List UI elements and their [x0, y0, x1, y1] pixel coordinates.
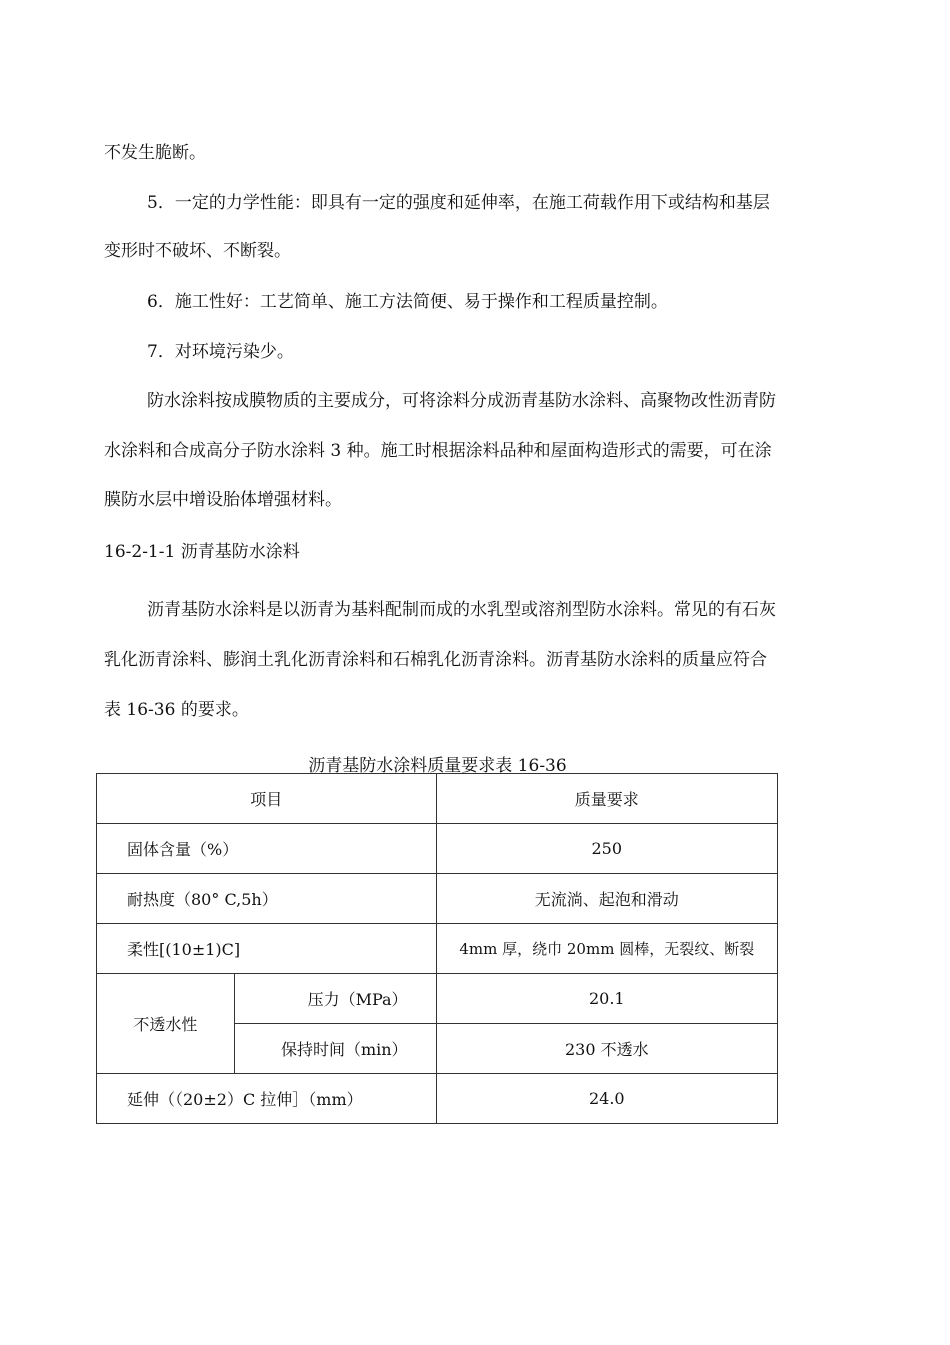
paragraph-line: 表 16-36 的要求。 — [104, 700, 249, 720]
sub-label-cell: 压力（MPa） — [234, 974, 436, 1024]
table-row — [97, 874, 778, 924]
row-value-cell: 24.0 — [436, 1074, 777, 1124]
table-row — [97, 974, 778, 1024]
paragraph-line: 7．对环境污染少。 — [147, 342, 294, 362]
paragraph-line: 不发生脆断。 — [104, 143, 206, 163]
row-label-cell: 固体含量（%） — [97, 824, 437, 874]
row-value-cell: 无流淌、起泡和滑动 — [436, 874, 777, 924]
header-item-cell: 项目 — [97, 774, 437, 824]
quality-requirements-table — [96, 773, 778, 1124]
paragraph-line: 6．施工性好：工艺简单、施工方法简便、易于操作和工程质量控制。 — [147, 292, 668, 312]
paragraph-line: 变形时不破坏、不断裂。 — [104, 241, 291, 261]
row-label-cell: 柔性[(10±1)C] — [97, 924, 437, 974]
paragraph-line: 沥青基防水涂料是以沥青为基料配制而成的水乳型或溶剂型防水涂料。常见的有石灰 — [147, 600, 776, 620]
row-label-cell: 耐热度（80° C,5h） — [97, 874, 437, 924]
row-value-cell: 250 — [436, 824, 777, 874]
paragraph-line: 防水涂料按成膜物质的主要成分，可将涂料分成沥青基防水涂料、高聚物改性沥青防 — [147, 391, 776, 411]
section-heading: 16-2-1-1 沥青基防水涂料 — [104, 542, 300, 562]
table-row — [97, 824, 778, 874]
group-label-cell: 不透水性 — [97, 974, 235, 1074]
table-row — [97, 924, 778, 974]
table-caption: 沥青基防水涂料质量要求表 16-36 — [308, 756, 567, 776]
paragraph-line: 乳化沥青涂料、膨润土乳化沥青涂料和石棉乳化沥青涂料。沥青基防水涂料的质量应符合 — [104, 650, 767, 670]
paragraph-line: 5．一定的力学性能：即具有一定的强度和延伸率，在施工荷载作用下或结构和基层 — [147, 193, 770, 213]
paragraph-line: 水涂料和合成高分子防水涂料 3 种。施工时根据涂料品种和屋面构造形式的需要，可在涂 — [104, 441, 772, 461]
row-value-cell: 4mm 厚，绕巾 20mm 圆棒，无裂纹、断裂 — [436, 924, 777, 974]
row-label-cell: 延伸（（20±2）C 拉伸］（mm） — [97, 1074, 437, 1124]
row-value-cell: 20.1 — [436, 974, 777, 1024]
header-requirement-cell: 质量要求 — [436, 774, 777, 824]
table-row — [97, 1074, 778, 1124]
row-value-cell: 230 不透水 — [436, 1024, 777, 1074]
paragraph-line: 膜防水层中增设胎体增强材料。 — [104, 490, 342, 510]
table-header-row — [97, 774, 778, 824]
sub-label-cell: 保持时间（min） — [234, 1024, 436, 1074]
